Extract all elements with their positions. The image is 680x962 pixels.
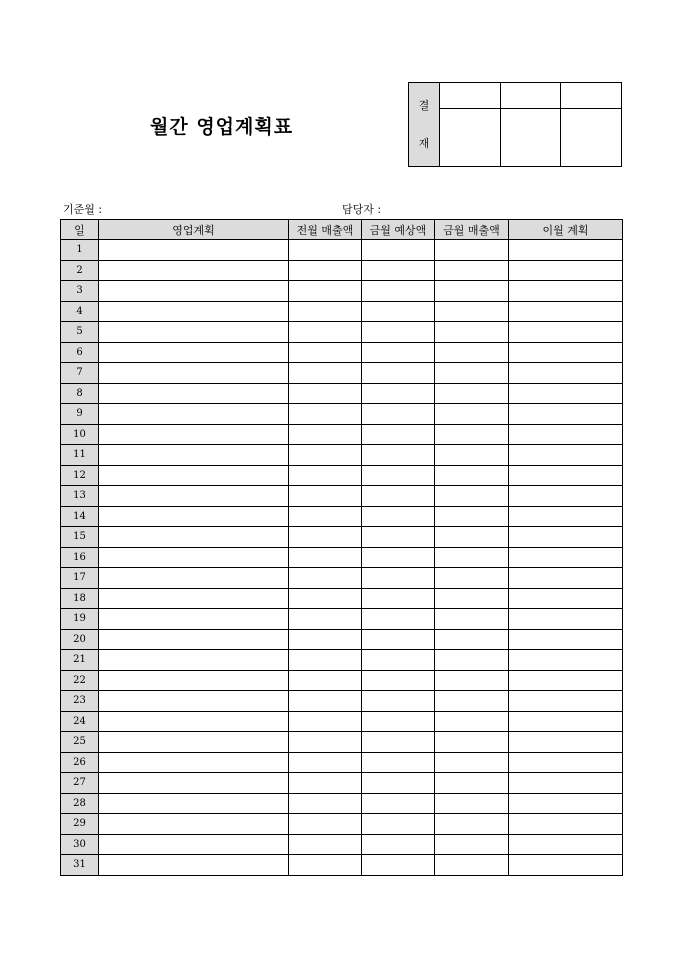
- carryover-plan-cell[interactable]: [509, 547, 623, 568]
- current-month-sales-cell[interactable]: [435, 445, 509, 466]
- prev-month-sales-cell[interactable]: [289, 855, 362, 876]
- carryover-plan-cell[interactable]: [509, 301, 623, 322]
- carryover-plan-cell[interactable]: [509, 465, 623, 486]
- current-month-sales-cell[interactable]: [435, 240, 509, 261]
- current-month-sales-cell[interactable]: [435, 793, 509, 814]
- day-number: 11: [61, 445, 99, 466]
- prev-month-sales-cell[interactable]: [289, 609, 362, 630]
- current-month-sales-cell[interactable]: [435, 404, 509, 425]
- table-row: [61, 650, 623, 671]
- current-month-sales-cell[interactable]: [435, 322, 509, 343]
- approver-title-cell[interactable]: [561, 83, 622, 109]
- prev-month-sales-cell[interactable]: [289, 404, 362, 425]
- day-number: 14: [61, 506, 99, 527]
- carryover-plan-cell[interactable]: [509, 650, 623, 671]
- table-row: [61, 814, 623, 835]
- day-number: 30: [61, 834, 99, 855]
- table-row: [61, 732, 623, 753]
- table-row: [61, 670, 623, 691]
- prev-month-sales-cell[interactable]: [289, 506, 362, 527]
- table-header-row: [61, 220, 623, 240]
- sales-plan-cell[interactable]: [99, 588, 289, 609]
- day-number: 27: [61, 773, 99, 794]
- table-row: [61, 609, 623, 630]
- approver-signature-cell[interactable]: [440, 109, 501, 167]
- sales-plan-cell[interactable]: [99, 424, 289, 445]
- carryover-plan-cell[interactable]: [509, 568, 623, 589]
- current-month-sales-cell[interactable]: [435, 855, 509, 876]
- expected-amount-cell[interactable]: [362, 547, 435, 568]
- current-month-sales-cell[interactable]: [435, 547, 509, 568]
- prev-month-sales-cell[interactable]: [289, 588, 362, 609]
- sales-plan-cell[interactable]: [99, 240, 289, 261]
- expected-amount-cell[interactable]: [362, 363, 435, 384]
- header-prev-month-sales: 전월 매출액: [289, 220, 362, 240]
- expected-amount-cell[interactable]: [362, 240, 435, 261]
- carryover-plan-cell[interactable]: [509, 793, 623, 814]
- day-number: 1: [61, 240, 99, 261]
- carryover-plan-cell[interactable]: [509, 670, 623, 691]
- sales-plan-cell[interactable]: [99, 322, 289, 343]
- day-number: 24: [61, 711, 99, 732]
- table-body: [61, 240, 623, 876]
- approver-signature-cell[interactable]: [500, 109, 561, 167]
- expected-amount-cell[interactable]: [362, 691, 435, 712]
- table-row: [61, 281, 623, 302]
- carryover-plan-cell[interactable]: [509, 691, 623, 712]
- sales-plan-cell[interactable]: [99, 445, 289, 466]
- sales-plan-cell[interactable]: [99, 404, 289, 425]
- expected-amount-cell[interactable]: [362, 424, 435, 445]
- prev-month-sales-cell[interactable]: [289, 322, 362, 343]
- sales-plan-cell[interactable]: [99, 568, 289, 589]
- current-month-sales-cell[interactable]: [435, 424, 509, 445]
- approval-label: [409, 83, 440, 167]
- table-row: [61, 773, 623, 794]
- expected-amount-cell[interactable]: [362, 670, 435, 691]
- prev-month-sales-cell[interactable]: [289, 465, 362, 486]
- current-month-sales-cell[interactable]: [435, 506, 509, 527]
- sales-plan-cell[interactable]: [99, 547, 289, 568]
- table-row: [61, 834, 623, 855]
- header-current-month-sales: 금월 매출액: [435, 220, 509, 240]
- prev-month-sales-cell[interactable]: [289, 424, 362, 445]
- expected-amount-cell[interactable]: [362, 793, 435, 814]
- table-row: [61, 404, 623, 425]
- approver-title-cell[interactable]: [500, 83, 561, 109]
- day-number: 18: [61, 588, 99, 609]
- carryover-plan-cell[interactable]: [509, 732, 623, 753]
- expected-amount-cell[interactable]: [362, 342, 435, 363]
- carryover-plan-cell[interactable]: [509, 281, 623, 302]
- current-month-sales-cell[interactable]: [435, 814, 509, 835]
- approver-title-cell[interactable]: [440, 83, 501, 109]
- table-row: [61, 629, 623, 650]
- carryover-plan-cell[interactable]: [509, 404, 623, 425]
- prev-month-sales-cell[interactable]: [289, 834, 362, 855]
- sales-plan-cell[interactable]: [99, 629, 289, 650]
- sales-plan-cell[interactable]: [99, 260, 289, 281]
- carryover-plan-cell[interactable]: [509, 609, 623, 630]
- sales-plan-cell[interactable]: [99, 506, 289, 527]
- expected-amount-cell[interactable]: [362, 445, 435, 466]
- current-month-sales-cell[interactable]: [435, 670, 509, 691]
- expected-amount-cell[interactable]: [362, 568, 435, 589]
- day-number: 3: [61, 281, 99, 302]
- sales-plan-cell[interactable]: [99, 301, 289, 322]
- prev-month-sales-cell[interactable]: [289, 547, 362, 568]
- expected-amount-cell[interactable]: [362, 834, 435, 855]
- expected-amount-cell[interactable]: [362, 260, 435, 281]
- current-month-sales-cell[interactable]: [435, 363, 509, 384]
- current-month-sales-cell[interactable]: [435, 752, 509, 773]
- prev-month-sales-cell[interactable]: [289, 691, 362, 712]
- header-carryover-plan: 이월 계획: [509, 220, 623, 240]
- prev-month-sales-cell[interactable]: [289, 732, 362, 753]
- day-number: 26: [61, 752, 99, 773]
- expected-amount-cell[interactable]: [362, 629, 435, 650]
- table-row: [61, 711, 623, 732]
- current-month-sales-cell[interactable]: [435, 527, 509, 548]
- day-number: 10: [61, 424, 99, 445]
- sales-plan-cell[interactable]: [99, 732, 289, 753]
- sales-plan-cell[interactable]: [99, 363, 289, 384]
- document-title: 월간 영업계획표: [150, 116, 294, 138]
- prev-month-sales-cell[interactable]: [289, 383, 362, 404]
- expected-amount-cell[interactable]: [362, 732, 435, 753]
- table-row: [61, 506, 623, 527]
- day-number: 23: [61, 691, 99, 712]
- prev-month-sales-cell[interactable]: [289, 363, 362, 384]
- day-number: 2: [61, 260, 99, 281]
- day-number: 28: [61, 793, 99, 814]
- sales-plan-cell[interactable]: [99, 711, 289, 732]
- standard-month-label: 기준월 :: [63, 203, 103, 216]
- day-number: 22: [61, 670, 99, 691]
- carryover-plan-cell[interactable]: [509, 752, 623, 773]
- day-number: 19: [61, 609, 99, 630]
- sales-plan-cell[interactable]: [99, 855, 289, 876]
- expected-amount-cell[interactable]: [362, 711, 435, 732]
- carryover-plan-cell[interactable]: [509, 588, 623, 609]
- sales-plan-cell[interactable]: [99, 691, 289, 712]
- sales-plan-cell[interactable]: [99, 650, 289, 671]
- monthly-plan-table: [60, 219, 623, 876]
- table-row: [61, 363, 623, 384]
- carryover-plan-cell[interactable]: [509, 424, 623, 445]
- table-row: [61, 568, 623, 589]
- sales-plan-cell[interactable]: [99, 773, 289, 794]
- approver-signature-cell[interactable]: [561, 109, 622, 167]
- approval-box: [408, 82, 622, 167]
- day-number: 6: [61, 342, 99, 363]
- carryover-plan-cell[interactable]: [509, 855, 623, 876]
- prev-month-sales-cell[interactable]: [289, 650, 362, 671]
- prev-month-sales-cell[interactable]: [289, 281, 362, 302]
- expected-amount-cell[interactable]: [362, 855, 435, 876]
- manager-label: 담당자 :: [342, 203, 382, 216]
- current-month-sales-cell[interactable]: [435, 301, 509, 322]
- carryover-plan-cell[interactable]: [509, 383, 623, 404]
- sales-plan-cell[interactable]: [99, 670, 289, 691]
- expected-amount-cell[interactable]: [362, 506, 435, 527]
- expected-amount-cell[interactable]: [362, 383, 435, 404]
- table-row: [61, 342, 623, 363]
- prev-month-sales-cell[interactable]: [289, 752, 362, 773]
- carryover-plan-cell[interactable]: [509, 322, 623, 343]
- current-month-sales-cell[interactable]: [435, 281, 509, 302]
- current-month-sales-cell[interactable]: [435, 486, 509, 507]
- prev-month-sales-cell[interactable]: [289, 260, 362, 281]
- expected-amount-cell[interactable]: [362, 301, 435, 322]
- header-sales-plan: 영업계획: [99, 220, 289, 240]
- carryover-plan-cell[interactable]: [509, 814, 623, 835]
- sales-plan-cell[interactable]: [99, 609, 289, 630]
- carryover-plan-cell[interactable]: [509, 527, 623, 548]
- day-number: 20: [61, 629, 99, 650]
- table-row: [61, 260, 623, 281]
- table-row: [61, 240, 623, 261]
- table-row: [61, 752, 623, 773]
- expected-amount-cell[interactable]: [362, 588, 435, 609]
- table-row: [61, 527, 623, 548]
- expected-amount-cell[interactable]: [362, 322, 435, 343]
- table-row: [61, 855, 623, 876]
- table-row: [61, 547, 623, 568]
- day-number: 15: [61, 527, 99, 548]
- current-month-sales-cell[interactable]: [435, 629, 509, 650]
- current-month-sales-cell[interactable]: [435, 773, 509, 794]
- table-row: [61, 424, 623, 445]
- current-month-sales-cell[interactable]: [435, 711, 509, 732]
- current-month-sales-cell[interactable]: [435, 732, 509, 753]
- day-number: 9: [61, 404, 99, 425]
- carryover-plan-cell[interactable]: [509, 506, 623, 527]
- prev-month-sales-cell[interactable]: [289, 670, 362, 691]
- day-number: 21: [61, 650, 99, 671]
- carryover-plan-cell[interactable]: [509, 240, 623, 261]
- table-row: [61, 691, 623, 712]
- expected-amount-cell[interactable]: [362, 609, 435, 630]
- current-month-sales-cell[interactable]: [435, 691, 509, 712]
- sales-plan-cell[interactable]: [99, 793, 289, 814]
- current-month-sales-cell[interactable]: [435, 342, 509, 363]
- carryover-plan-cell[interactable]: [509, 773, 623, 794]
- sales-plan-cell[interactable]: [99, 752, 289, 773]
- prev-month-sales-cell[interactable]: [289, 793, 362, 814]
- table-row: [61, 301, 623, 322]
- prev-month-sales-cell[interactable]: [289, 301, 362, 322]
- carryover-plan-cell[interactable]: [509, 711, 623, 732]
- prev-month-sales-cell[interactable]: [289, 445, 362, 466]
- current-month-sales-cell[interactable]: [435, 650, 509, 671]
- carryover-plan-cell[interactable]: [509, 486, 623, 507]
- expected-amount-cell[interactable]: [362, 773, 435, 794]
- prev-month-sales-cell[interactable]: [289, 773, 362, 794]
- table-row: [61, 445, 623, 466]
- day-number: 8: [61, 383, 99, 404]
- current-month-sales-cell[interactable]: [435, 260, 509, 281]
- approval-label-bottom: 재: [418, 136, 430, 150]
- current-month-sales-cell[interactable]: [435, 465, 509, 486]
- prev-month-sales-cell[interactable]: [289, 240, 362, 261]
- prev-month-sales-cell[interactable]: [289, 568, 362, 589]
- current-month-sales-cell[interactable]: [435, 609, 509, 630]
- carryover-plan-cell[interactable]: [509, 260, 623, 281]
- table-row: [61, 588, 623, 609]
- day-number: 31: [61, 855, 99, 876]
- expected-amount-cell[interactable]: [362, 814, 435, 835]
- carryover-plan-cell[interactable]: [509, 363, 623, 384]
- sales-plan-cell[interactable]: [99, 281, 289, 302]
- expected-amount-cell[interactable]: [362, 752, 435, 773]
- day-number: 12: [61, 465, 99, 486]
- sales-plan-cell[interactable]: [99, 814, 289, 835]
- day-number: 17: [61, 568, 99, 589]
- prev-month-sales-cell[interactable]: [289, 629, 362, 650]
- day-number: 13: [61, 486, 99, 507]
- approval-label-top: 결: [418, 98, 430, 112]
- expected-amount-cell[interactable]: [362, 281, 435, 302]
- day-number: 25: [61, 732, 99, 753]
- sales-plan-cell[interactable]: [99, 342, 289, 363]
- day-number: 7: [61, 363, 99, 384]
- table-row: [61, 383, 623, 404]
- table-row: [61, 322, 623, 343]
- current-month-sales-cell[interactable]: [435, 568, 509, 589]
- day-number: 16: [61, 547, 99, 568]
- day-number: 4: [61, 301, 99, 322]
- table-row: [61, 465, 623, 486]
- header-expected-amount: 금월 예상액: [362, 220, 435, 240]
- expected-amount-cell[interactable]: [362, 527, 435, 548]
- carryover-plan-cell[interactable]: [509, 445, 623, 466]
- carryover-plan-cell[interactable]: [509, 342, 623, 363]
- sales-plan-cell[interactable]: [99, 834, 289, 855]
- table-row: [61, 793, 623, 814]
- prev-month-sales-cell[interactable]: [289, 527, 362, 548]
- prev-month-sales-cell[interactable]: [289, 486, 362, 507]
- table-row: [61, 486, 623, 507]
- current-month-sales-cell[interactable]: [435, 834, 509, 855]
- day-number: 5: [61, 322, 99, 343]
- prev-month-sales-cell[interactable]: [289, 711, 362, 732]
- sales-plan-cell[interactable]: [99, 527, 289, 548]
- current-month-sales-cell[interactable]: [435, 588, 509, 609]
- current-month-sales-cell[interactable]: [435, 383, 509, 404]
- day-number: 29: [61, 814, 99, 835]
- expected-amount-cell[interactable]: [362, 650, 435, 671]
- prev-month-sales-cell[interactable]: [289, 342, 362, 363]
- prev-month-sales-cell[interactable]: [289, 814, 362, 835]
- expected-amount-cell[interactable]: [362, 465, 435, 486]
- expected-amount-cell[interactable]: [362, 486, 435, 507]
- header-day: 일: [61, 220, 99, 240]
- sales-plan-cell[interactable]: [99, 486, 289, 507]
- sales-plan-cell[interactable]: [99, 465, 289, 486]
- expected-amount-cell[interactable]: [362, 404, 435, 425]
- carryover-plan-cell[interactable]: [509, 834, 623, 855]
- sales-plan-cell[interactable]: [99, 383, 289, 404]
- carryover-plan-cell[interactable]: [509, 629, 623, 650]
